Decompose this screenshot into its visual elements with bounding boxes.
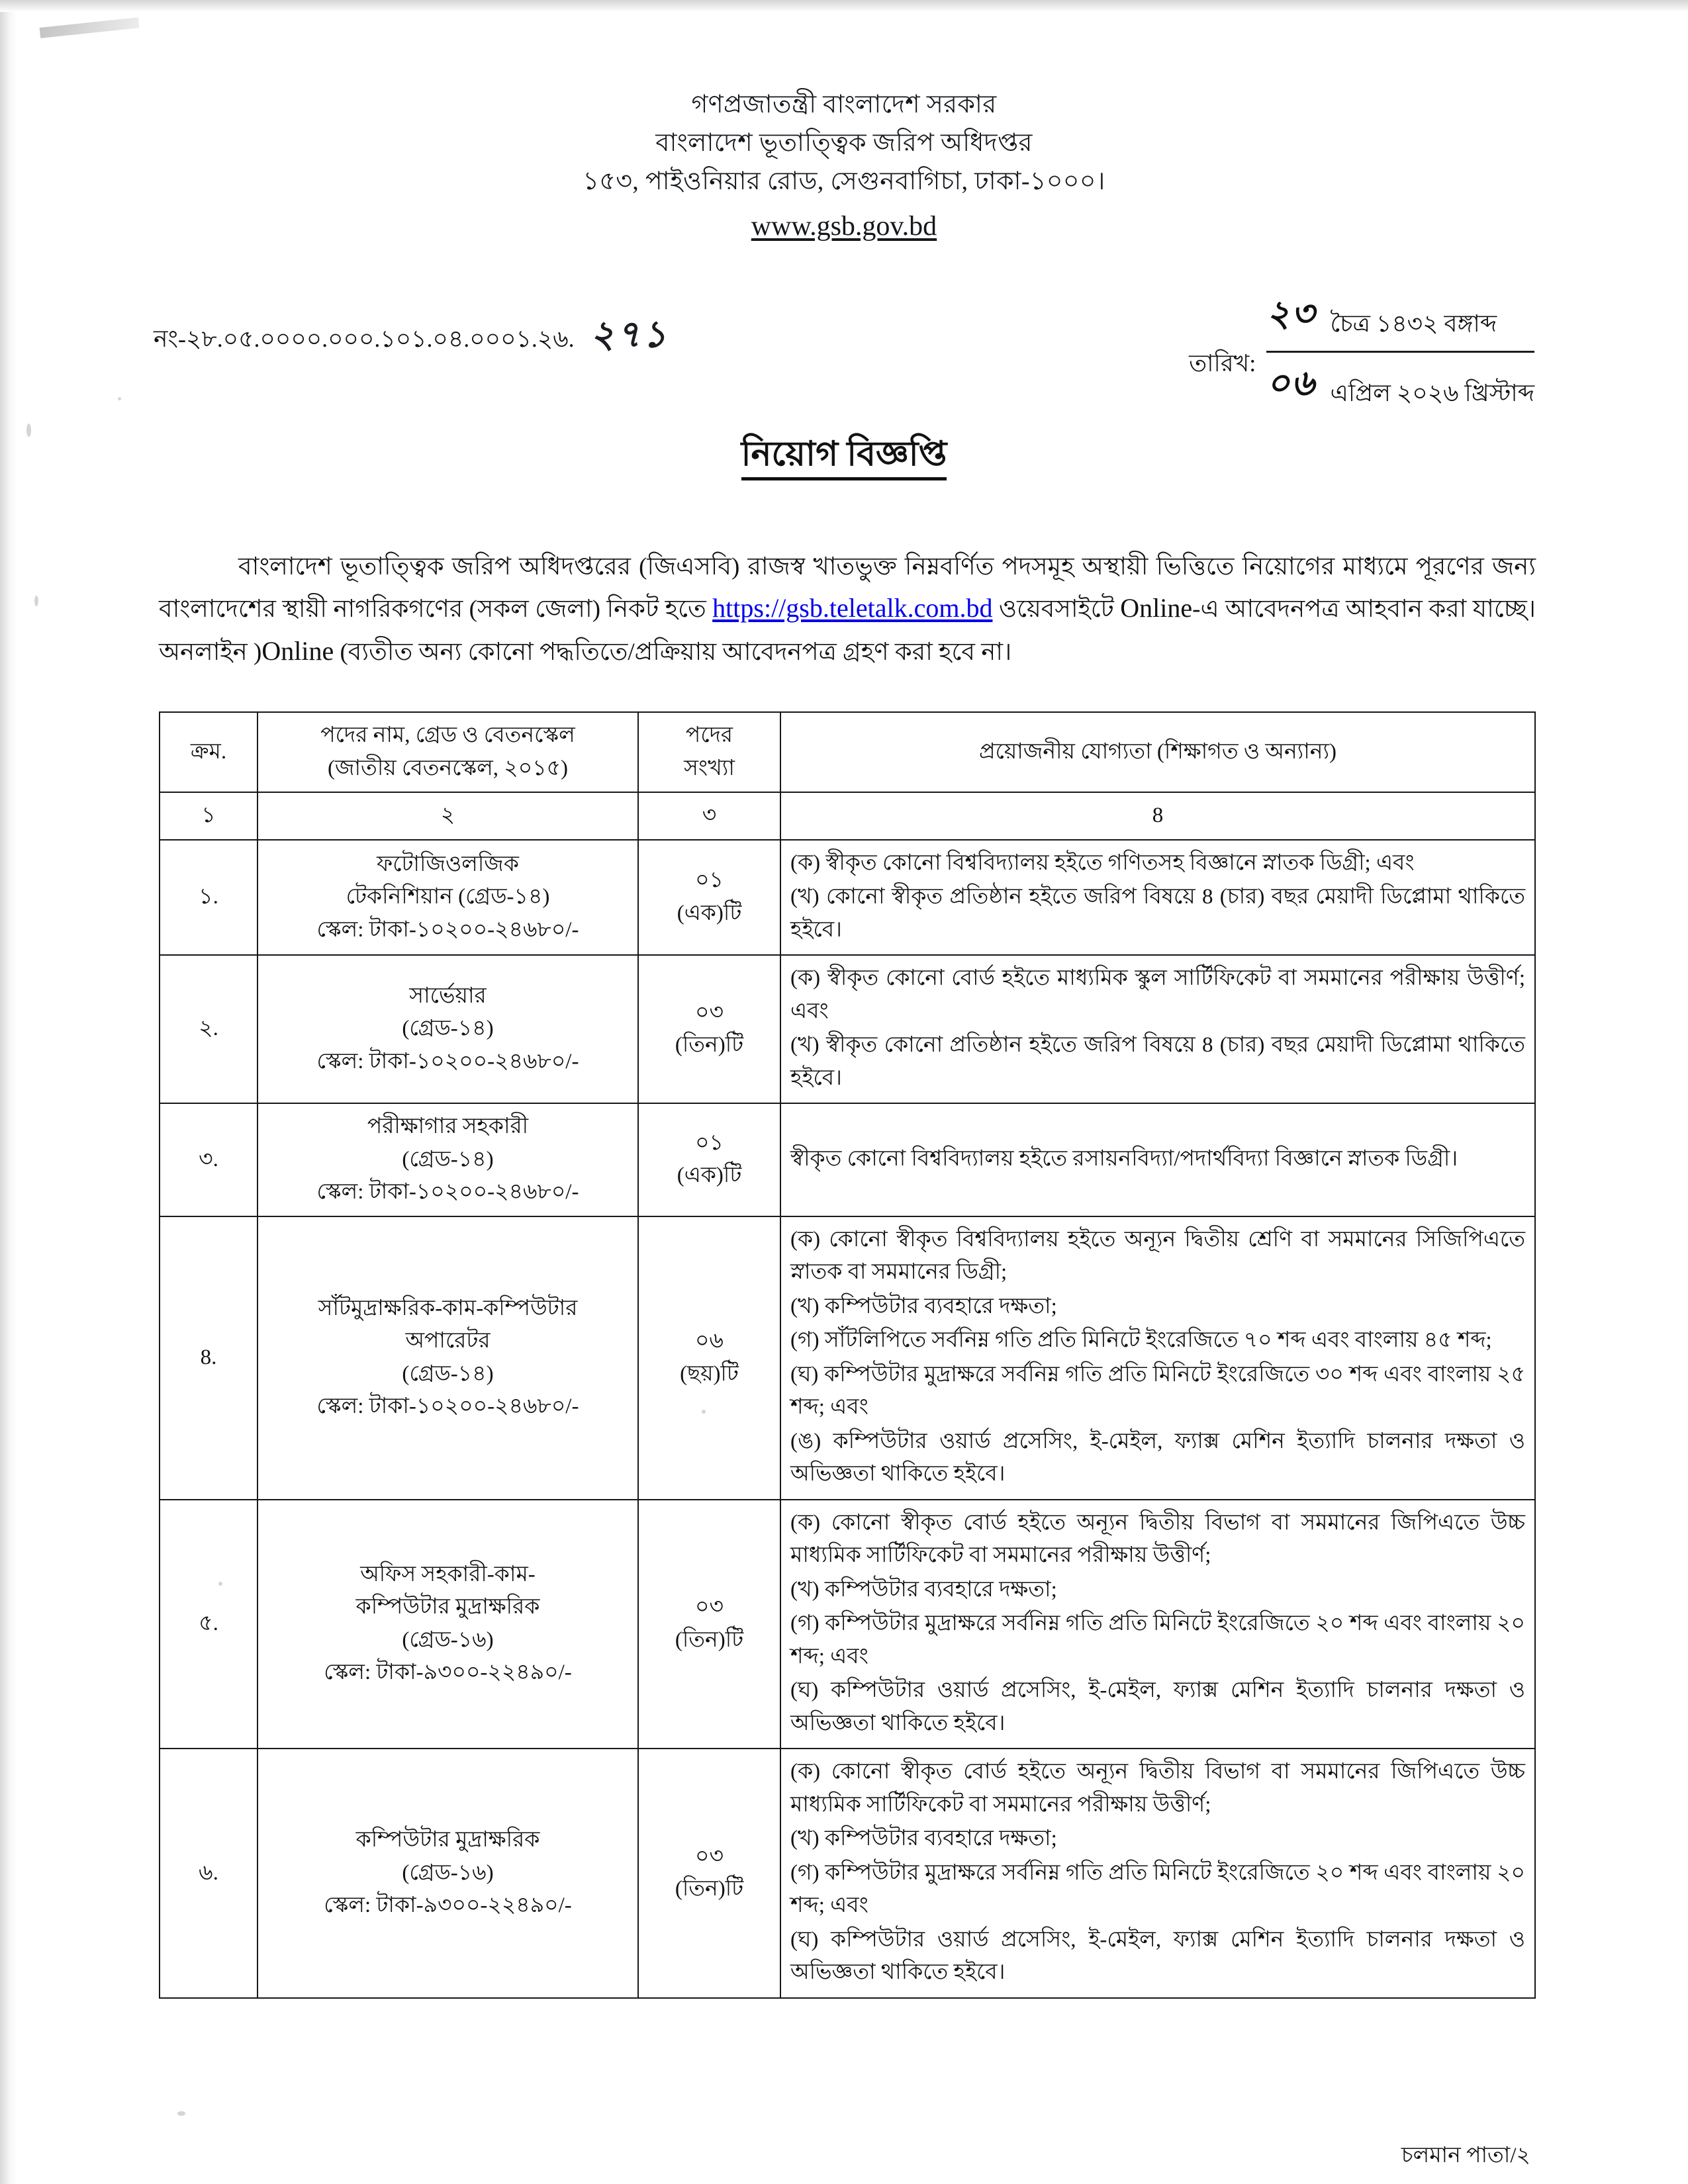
qualification-item: (ক) স্বীকৃত কোনো বিশ্ববিদ্যালয় হইতে গণিতসহ বিজ্ঞানে স্নাতক ডিগ্রী; এবং [790,850,1415,875]
cell-post-name [258,1500,638,1749]
qualification-item: (ক) কোনো স্বীকৃত বোর্ড হইতে অন্যূন দ্বিতীয় বিভাগ বা সমমানের জিপিএতে উচ্চ মাধ্যমিক সার্টিফিকেট বা সমমানের পরীক্ষায় উত্তীর্ণ; [790,1760,1525,1817]
cell-qualifications [780,955,1535,1103]
qualification-item: (ঙ) কম্পিউটার ওয়ার্ড প্রসেসিং, ই-মেইল, ফ্যাক্স মেশিন ইত্যাদি চালনার দক্ষতা ও অভিজ্ঞতা থাকিতে হইবে। [790,1429,1525,1486]
post-detail-line: সার্ভেয়ার [409,983,487,1008]
vacancy-count-line: ০৬ [695,1329,724,1353]
post-detail-line: পরীক্ষাগার সহকারী [367,1115,529,1138]
page-title-text: নিয়োগ বিজ্ঞপ্তি [741,435,947,480]
intro-part4: (ব্যতীত অন্য কোনো পদ্ধতিতে/প্রক্রিয়ায় আবেদনপত্র গ্রহণ করা হবে না। [334,638,1012,666]
post-detail-line: (গ্রেড-১৪) [402,1361,494,1386]
memo-number-prefix: নং-২৮.০৫.০০০০.০০০.১০১.০৪.০০০১.২৬. [154,326,575,352]
vacancy-count-line: ০৩ [695,1000,724,1024]
qualification-item: (খ) কোনো স্বীকৃত প্রতিষ্ঠান হইতে জরিপ বিষয়ে 8 (চার) বছর মেয়াদী ডিপ্লোমা থাকিতে হইবে। [790,885,1525,942]
scan-fold-mark [40,17,140,38]
vacancy-count-line: ০৩ [695,1844,724,1868]
cell-vacancy-count [638,955,780,1103]
memo-number [154,306,669,368]
column-number-4: 8 [780,792,1535,840]
header-post-line-1: পদের নাম, গ্রেড ও বেতনস্কেল [320,723,575,747]
cell-post-name [258,1749,638,1998]
table-column-number-row [160,792,1535,840]
qualification-item: (গ) সাঁটলিপিতে সর্বনিম্ন গতি প্রতি মিনিটে ইংরেজিতে ৭০ শব্দ এবং বাংলায় ৪৫ শব্দ; [790,1328,1492,1352]
date-block [1189,283,1534,418]
column-number-3: ৩ [638,792,780,840]
table-row [160,1500,1535,1749]
cell-serial: ৩. [160,1103,258,1216]
cell-vacancy-count [638,1500,780,1749]
date-bangla-rest: চৈত্র ১৪৩২ বঙ্গাব্দ [1330,310,1497,337]
memo-number-handwritten: ২৭১ [590,312,669,356]
qualification-item: (ঘ) কম্পিউটার ওয়ার্ড প্রসেসিং, ই-মেইল, ফ্যাক্স মেশিন ইত্যাদি চালনার দক্ষতা ও অভিজ্ঞতা থাকিতে হইবে। [790,1678,1525,1735]
letterhead-line-address: ১৫৩, পাইওনিয়ার রোড, সেগুনবাগিচা, ঢাকা-১০০০। [583,167,1105,195]
scan-top-shadow [0,0,1688,12]
qualification-item: স্বীকৃত কোনো বিশ্ববিদ্যালয় হইতে রসায়নবিদ্যা/পদার্থবিদ্যা বিজ্ঞানে স্নাতক ডিগ্রী। [790,1146,1458,1171]
cell-qualifications [780,1749,1535,1998]
cell-qualifications [780,1500,1535,1749]
column-number-2: ২ [258,792,638,840]
qualification-item: (গ) কম্পিউটার মুদ্রাক্ষরে সর্বনিম্ন গতি প্রতি মিনিটে ইংরেজিতে ২০ শব্দ এবং বাংলায় ২০ শব্দ; এবং [790,1612,1525,1668]
cell-vacancy-count [638,1749,780,1998]
cell-qualifications [780,840,1535,956]
post-detail-line: কম্পিউটার মুদ্রাক্ষরিক [355,1828,540,1852]
post-detail-line: স্কেল: টাকা-১০২০০-২৪৬৮০/- [316,1049,579,1073]
cell-serial: ৬. [160,1749,258,1998]
date-stack [1266,283,1534,418]
letterhead-line-government: গণপ্রজাতন্ত্রী বাংলাদেশ সরকার [691,91,997,118]
cell-qualifications [780,1216,1535,1500]
intro-part3: -এ আবেদনপত্র আহবান করা যাচ্ছে। অনলাইন ) [159,595,1536,666]
date-label: তারিখ: [1189,349,1256,377]
letterhead-website-link[interactable]: www.gsb.gov.bd [751,211,937,242]
intro-part1: বাংলাদেশ ভূতাত্ত্বিক জরিপ অধিদপ্তরের (জিএসবি) রাজস্ব খাতভুক্ত নিম্নবর্ণিত পদসমূহ অস্থায়ী ভিত্তিতে নিয়োগের মাধ্যমে পূরণের জন্য বাংলাদেশের স্থায়ী নাগরিকগণের (সকল জেলা) নিকট হতে [159,553,1536,623]
qualification-item: (ঘ) কম্পিউটার ওয়ার্ড প্রসেসিং, ই-মেইল, ফ্যাক্স মেশিন ইত্যাদি চালনার দক্ষতা ও অভিজ্ঞতা থাকিতে হইবে। [790,1927,1525,1984]
date-line-bangla [1266,283,1534,353]
qualification-item: (ক) কোনো স্বীকৃত বোর্ড হইতে অন্যূন দ্বিতীয় বিভাগ বা সমমানের জিপিএতে উচ্চ মাধ্যমিক সার্টিফিকেট বা সমমানের পরীক্ষায় উত্তীর্ণ; [790,1510,1525,1567]
table-row [160,1749,1535,1998]
vacancy-count-line: (এক)টি [677,1163,742,1188]
post-detail-line: কম্পিউটার মুদ্রাক্ষরিক [355,1595,540,1619]
post-detail-line: স্কেল: টাকা-৯৩০০-২২৪৯০/- [324,1661,572,1685]
table-row [160,955,1535,1103]
post-detail-line: ফটোজিওলজিক [377,852,519,876]
post-detail-line: (গ্রেড-১৬) [402,1627,494,1652]
intro-part2: ওয়েবসাইটে [992,595,1121,623]
post-detail-line: (গ্রেড-১৬) [402,1860,494,1885]
cell-post-name [258,840,638,956]
header-count-line-1: পদের [685,723,733,747]
cell-vacancy-count [638,1216,780,1500]
post-detail-line: অপারেটর [405,1329,491,1353]
qualification-item: (ক) স্বীকৃত কোনো বোর্ড হইতে মাধ্যমিক স্কুল সার্টিফিকেট বা সমমানের পরীক্ষায় উত্তীর্ণ; এবং [790,966,1525,1023]
date-line-english [1266,353,1534,418]
date-english-day-handwritten: ০৬ [1266,361,1316,404]
page-title [0,427,1688,484]
post-detail-line: স্কেল: টাকা-১০২০০-২৪৬৮০/- [316,1394,579,1418]
scan-speck [118,397,121,400]
letterhead [0,86,1688,248]
cell-post-name [258,955,638,1103]
vacancy-table [159,711,1536,1999]
qualification-item: (খ) কম্পিউটার ব্যবহারে দক্ষতা; [790,1294,1057,1318]
header-post-name [258,712,638,792]
memo-header-row [0,291,1688,406]
intro-online-word-2: Online [261,635,334,666]
qualification-item: (গ) কম্পিউটার মুদ্রাক্ষরে সর্বনিম্ন গতি প্রতি মিনিটে ইংরেজিতে ২০ শব্দ এবং বাংলায় ২০ শব্দ; এবং [790,1860,1525,1917]
application-portal-link[interactable]: https://gsb.teletalk.com.bd [712,592,993,623]
post-detail-line: স্কেল: টাকা-৯৩০০-২২৪৯০/- [324,1893,572,1917]
qualification-item: (খ) কম্পিউটার ব্যবহারে দক্ষতা; [790,1827,1057,1850]
post-detail-line: সাঁটমুদ্রাক্ষরিক-কাম-কম্পিউটার [318,1296,578,1320]
cell-qualifications [780,1103,1535,1216]
header-count-line-2: সংখ্যা [684,756,735,780]
letterhead-line-department: বাংলাদেশ ভূতাত্ত্বিক জরিপ অধিদপ্তর [655,128,1033,157]
vacancy-count-line: ০১ [695,1130,724,1155]
intro-online-word-1: Online [1120,592,1193,623]
post-detail-line: (গ্রেড-১৪) [402,1147,494,1171]
cell-vacancy-count [638,1103,780,1216]
table-row [160,1103,1535,1216]
cell-post-name [258,1103,638,1216]
vacancy-count-line: (এক)টি [677,901,742,925]
table-row [160,1216,1535,1500]
qualification-item: (ক) কোনো স্বীকৃত বিশ্ববিদ্যালয় হইতে অন্যূন দ্বিতীয় শ্রেণি বা সমমানের সিজিপিএতে স্নাতক বা সমমানের ডিগ্রী; [790,1227,1525,1284]
qualification-item: (ঘ) কম্পিউটার মুদ্রাক্ষরে সর্বনিম্ন গতি প্রতি মিনিটে ইংরেজিতে ৩০ শব্দ এবং বাংলায় ২৫ শব্দ; এবং [790,1362,1525,1419]
vacancy-table-head [160,712,1535,840]
date-english-rest: এপ্রিল ২০২৬ খ্রিস্টাব্দ [1330,380,1534,406]
scan-speck [34,596,38,606]
cell-post-name [258,1216,638,1500]
vacancy-count-line: (তিন)টি [675,1033,744,1057]
table-row [160,840,1535,956]
post-detail-line: স্কেল: টাকা-১০২০০-২৪৬৮০/- [316,917,579,942]
post-detail-line: অফিস সহকারী-কাম- [360,1562,536,1586]
table-header-row [160,712,1535,792]
scan-speck [177,2111,185,2116]
page-continuation-note: চলমান পাতা/২ [1401,2144,1530,2167]
qualification-item: (খ) স্বীকৃত কোনো প্রতিষ্ঠান হইতে জরিপ বিষয়ে 8 (চার) বছর মেয়াদী ডিপ্লোমা থাকিতে হইবে। [790,1033,1525,1090]
header-post-line-2: (জাতীয় বেতনস্কেল, ২০১৫) [327,756,569,780]
vacancy-count-line: (তিন)টি [675,1877,744,1901]
post-detail-line: (গ্রেড-১৪) [402,1017,494,1041]
cell-serial: ১. [160,840,258,956]
cell-serial: ২. [160,955,258,1103]
post-detail-line: টেকনিশিয়ান (গ্রেড-১৪) [346,885,550,909]
header-vacancy-count [638,712,780,792]
vacancy-count-line: ০৩ [695,1595,724,1619]
intro-paragraph [159,547,1536,673]
header-qualifications: প্রয়োজনীয় যোগ্যতা (শিক্ষাগত ও অন্যান্য) [780,712,1535,792]
qualification-item: (খ) কম্পিউটার ব্যবহারে দক্ষতা; [790,1577,1057,1602]
cell-serial: 8. [160,1216,258,1500]
cell-serial: ৫. [160,1500,258,1749]
post-detail-line: স্কেল: টাকা-১০২০০-২৪৬৮০/- [316,1180,579,1204]
vacancy-count-line: ০১ [695,868,724,893]
date-bangla-day-handwritten: ২৩ [1266,292,1316,334]
cell-vacancy-count [638,840,780,956]
vacancy-count-line: (তিন)টি [675,1627,744,1652]
vacancy-table-body [160,840,1535,1998]
header-serial: ক্রম. [160,712,258,792]
column-number-1: ১ [160,792,258,840]
vacancy-count-line: (ছয়)টি [680,1361,739,1386]
